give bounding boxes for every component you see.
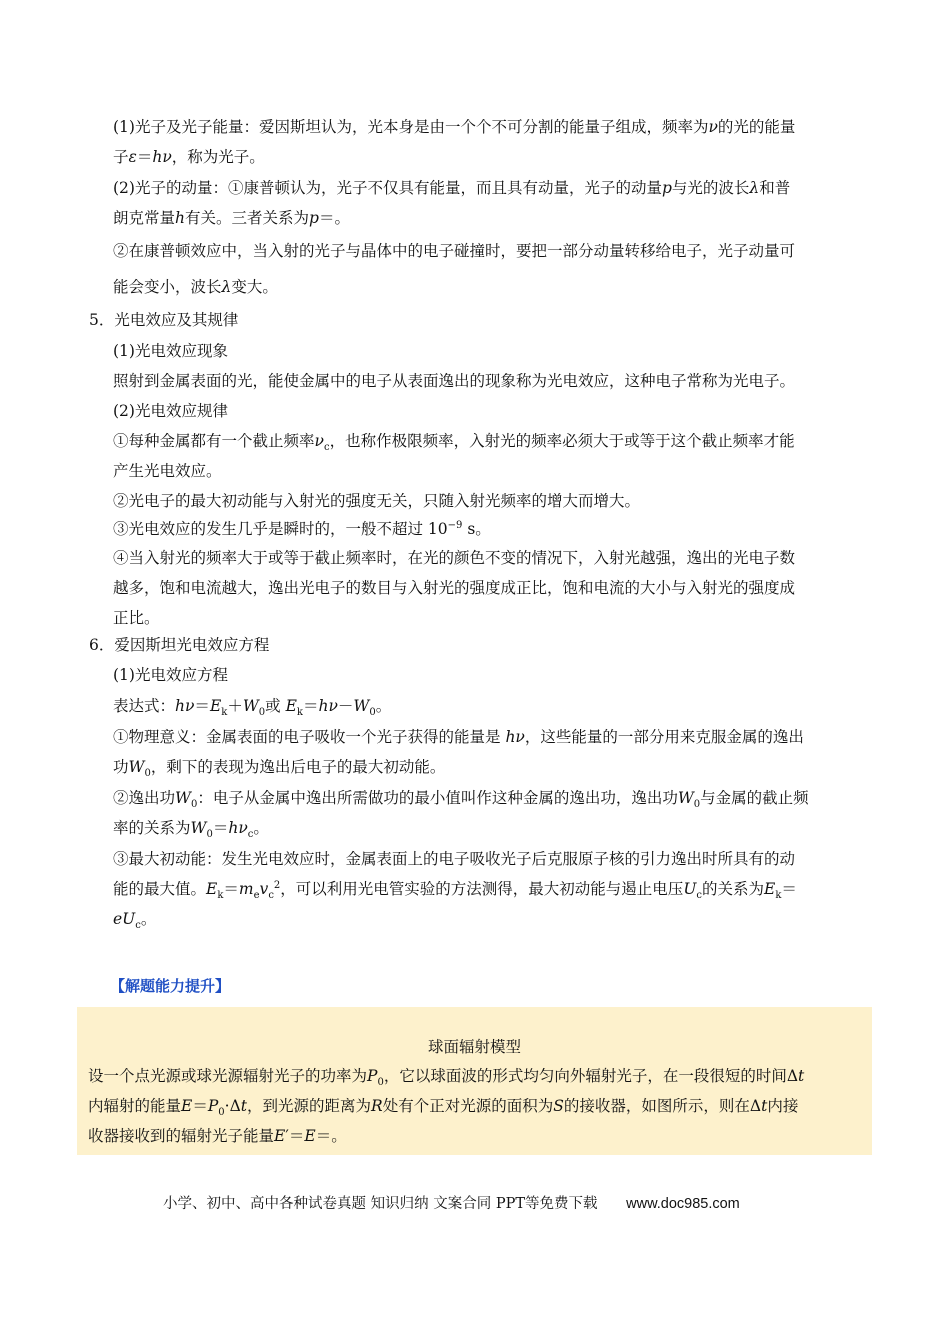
paragraph-compton-2: 能会变小，波长λ变大。 <box>113 278 278 296</box>
paragraph-compton-1: ②在康普顿效应中，当入射的光子与晶体中的电子碰撞时，要把一部分动量转移给电子，光子动量可 <box>113 242 796 260</box>
meaning-1-line-2: 功$W_0$，剩下的表现为逸出后电子的最大初动能。 <box>113 758 446 780</box>
rule-4-line-1: ④当入射光的频率大于或等于截止频率时，在光的颜色不变的情况下，入射光越强，逸出的光电子数 <box>113 549 796 567</box>
paragraph-photon-momentum-2: 朗克常量h有关。三者关系为p＝。 <box>113 209 350 227</box>
subheading-5-1: (1)光电效应现象 <box>113 342 228 360</box>
rule-4-line-2: 越多，饱和电流越大，逸出光电子的数目与入射光的强度成正比，饱和电流的大小与入射光的强度成 <box>113 579 796 597</box>
max-energy-line-1: ③最大初动能：发生光电效应时，金属表面上的电子吸收光子后克服原子核的引力逸出时所具有的动 <box>113 850 796 868</box>
model-box <box>77 1007 872 1155</box>
box-line-3: 收器接收到的辐射光子能量E′＝E＝。 <box>88 1127 347 1145</box>
subheading-5-2: (2)光电效应规律 <box>113 402 228 420</box>
max-energy-line-2: 能的最大值。$E_k=m_ev_c^2$，可以利用光电管实验的方法测得，最大初动能与遏止电压$U_c$的关系为$E_k=$ <box>113 879 797 902</box>
heading-section-6: 6．爱因斯坦光电效应方程 <box>89 636 270 654</box>
subheading-6-1: (1)光电效应方程 <box>113 666 228 684</box>
work-function-line-2: 率的关系为$W_0=h\nu_c$。 <box>113 819 269 841</box>
box-title: 球面辐射模型 <box>427 1038 521 1056</box>
work-function-line-1: ②逸出功$W_0$：电子从金属中逸出所需做功的最小值叫作这种金属的逸出功，逸出功$W_0$与金属的截止频 <box>113 789 809 811</box>
footer <box>163 1192 740 1213</box>
rule-4-line-3: 正比。 <box>113 609 160 627</box>
section-title-ability: 【解题能力提升】 <box>110 977 231 995</box>
rule-1-line-2: 产生光电效应。 <box>113 462 222 480</box>
footer-url[interactable]: www.doc985.com <box>626 1196 740 1212</box>
rule-3: ③光电效应的发生几乎是瞬时的，一般不超过 $10^{-9}$ s。 <box>113 519 491 538</box>
equation-line: 表达式：$h\nu=E_k+W_0$或 $E_k=h\nu-W_0$。 <box>113 697 392 719</box>
meaning-1-line-1: ①物理意义：金属表面的电子吸收一个光子获得的能量是 hν，这些能量的一部分用来克服金属的逸出 <box>113 728 804 746</box>
box-line-2: 内辐射的能量$E=P_0\cdot\Delta t$，到光源的距离为R处有个正对光源的面积为S的接收器，如图所示，则在Δt内接 <box>88 1097 799 1119</box>
rule-2: ②光电子的最大初动能与入射光的强度无关，只随入射光频率的增大而增大。 <box>113 492 641 510</box>
box-line-1: 设一个点光源或球光源辐射光子的功率为$P_0$，它以球面波的形式均匀向外辐射光子，在一段很短的时间Δt <box>88 1067 805 1089</box>
paragraph-photon-energy-2: 子ε＝hν，称为光子。 <box>113 148 265 166</box>
footer-text: 小学、初中、高中各种试卷真题 知识归纳 文案合同 PPT等免费下载 <box>163 1196 598 1212</box>
heading-section-5: 5．光电效应及其规律 <box>89 311 239 329</box>
paragraph-photon-momentum-1: (2)光子的动量：①康普顿认为，光子不仅具有能量，而且具有动量，光子的动量p与光的波长λ和普 <box>113 179 791 197</box>
rule-1-line-1: ①每种金属都有一个截止频率$\nu_c$，也称作极限频率，入射光的频率必须大于或等于这个截止频率才能 <box>113 432 795 454</box>
paragraph-photon-energy-1: (1)光子及光子能量：爱因斯坦认为，光本身是由一个个不可分割的能量子组成，频率为ν的光的能量 <box>113 118 796 136</box>
paragraph-5-1: 照射到金属表面的光，能使金属中的电子从表面逸出的现象称为光电效应，这种电子常称为光电子。 <box>113 372 796 390</box>
max-energy-line-3: $eU_c$。 <box>113 910 157 932</box>
